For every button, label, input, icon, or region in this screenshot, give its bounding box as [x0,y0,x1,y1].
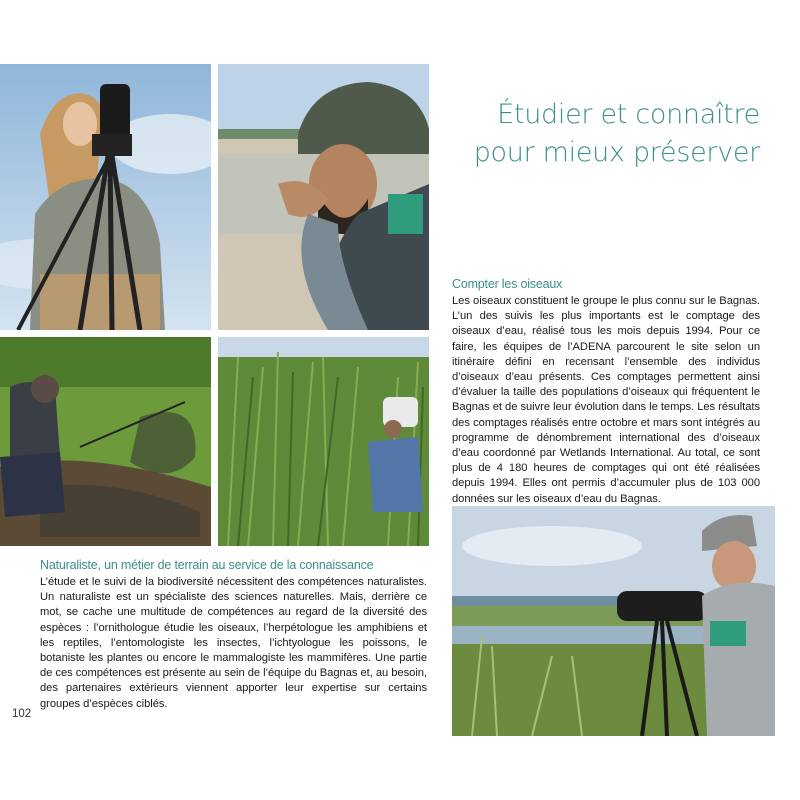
photo-man-magnifier [218,64,429,330]
photo-man-spotting-scope [452,506,775,736]
title-line-1: Étudier et connaître [497,99,760,130]
photo-reeds-fieldwork [218,337,429,546]
page-title [450,96,760,172]
naturalist-heading: Naturaliste, un métier de terrain au service de la connaissance [40,558,374,572]
birds-body-text: Les oiseaux constituent le groupe le plus connu sur le Bagnas. L’un des suivis les plus importants est le comptage des oiseaux d’eau, réalisé tous les mois depuis 1994. Pour ce faire, les équipes de l’ADENA parcourent le site selon un itinéraire défini en recensant l’ensemble des individus d’oiseaux d’eau présents. Ces comptages permettent ainsi d’évaluer la taille des populations d’oiseaux qui fréquentent le Bagnas et de suivre leur évolution dans le temps. Les résultats des comptages réalisés entre octobre et mars sont intégrés au programme de dénombrement international des d’oiseaux d’eau coordonné par Wetlands International. Au total, ce sont plus de 4 180 heures de comptages qui ont été réalisées depuis 1994. Elles ont permis d’accumuler plus de 103 000 données sur les oiseaux d’eau du Bagnas. [452,295,760,505]
naturalist-body-text: L’étude et le suivi de la biodiversité nécessitent des compétences naturalistes. Un naturaliste est un spécialiste des sciences naturelles. Mais, derrière ce mot, se cache une multitude de compétences au regard de la diversité des espèces : l’ornithologue étudie les oiseaux, l’herpétologue les amphibiens et les reptiles, l’entomologiste les insectes, l’ichtyologue les poissons, le botaniste les plantes ou encore le mammalogiste les mammifères. Une partie de ces compétences est présente au sein de l’équipe du Bagnas et, au besoin, des partenaires extérieurs viennent apporter leur expertise sur certains groupes d’espèces ciblés. [40,576,427,710]
title-line-2: pour mieux préserver [473,137,760,168]
birds-heading: Compter les oiseaux [452,277,563,291]
photo-net-sampling [0,337,211,546]
photo-woman-telescope [0,64,211,330]
page-number: 102 [12,708,32,720]
